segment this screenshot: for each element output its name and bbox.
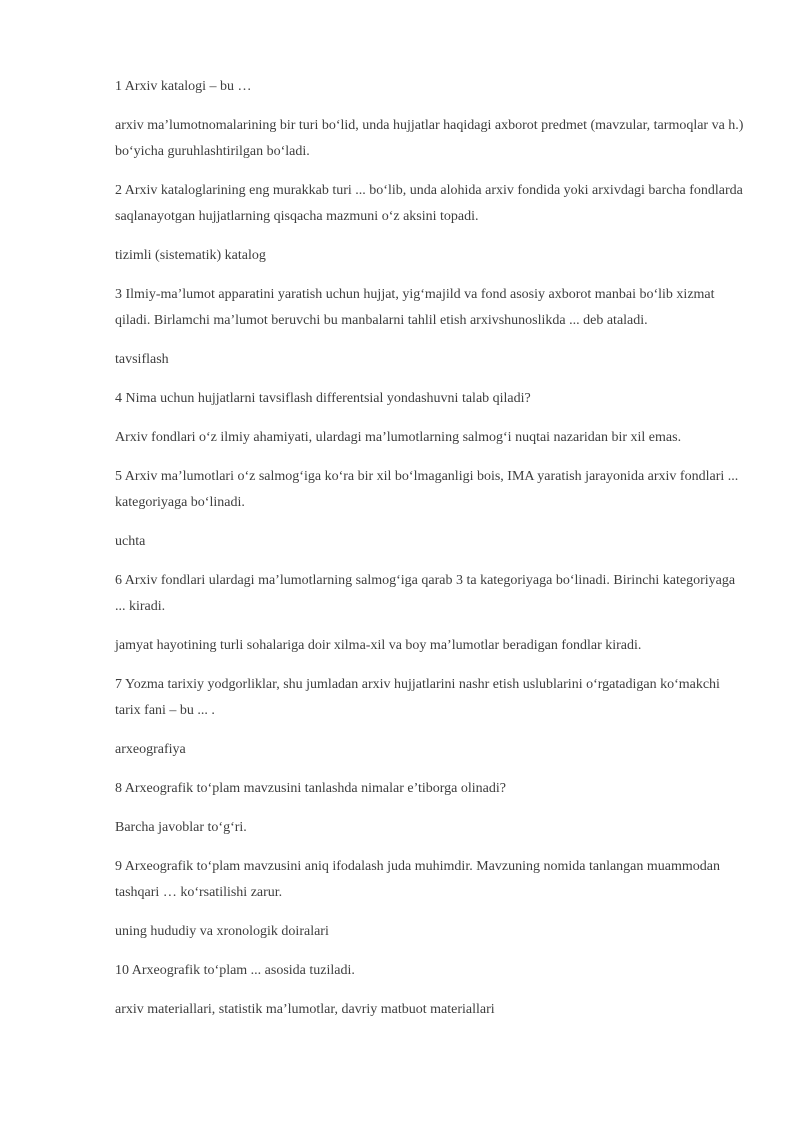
answer-text: uning hududiy va xronologik doiralari — [115, 924, 329, 939]
answer-text: arxiv ma’lumotnomalarining bir turi bo‘lid, unda hujjatlar haqidagi axborot predmet (mavzular, tarmoqlar va h.) bo‘yicha guruhlashtirilgan bo‘ladi. — [115, 118, 744, 159]
question-text: 9 Arxeografik to‘plam mavzusini aniq ifodalash juda muhimdir. Mavzuning nomida tanlangan muammodan tashqari … ko‘rsatilishi zarur. — [115, 859, 720, 900]
question-text: 1 Arxiv katalogi – bu … — [115, 79, 252, 94]
answer-text: arxiv materiallari, statistik ma’lumotlar, davriy matbuot materiallari — [115, 1002, 495, 1017]
answer-text: arxeografiya — [115, 742, 186, 757]
question-text: 10 Arxeografik to‘plam ... asosida tuziladi. — [115, 963, 355, 978]
question-text: 2 Arxiv kataloglarining eng murakkab turi ... bo‘lib, unda alohida arxiv fondida yoki arxivdagi barcha fondlarda saqlanayotgan hujjatlarning qisqacha mazmuni o‘z aksini topadi. — [115, 183, 743, 224]
question-text: 4 Nima uchun hujjatlarni tavsiflash differentsial yondashuvni talab qiladi? — [115, 391, 531, 406]
answer-text: jamyat hayotining turli sohalariga doir xilma-xil va boy ma’lumotlar beradigan fondlar kiradi. — [115, 638, 642, 653]
answer-text: Arxiv fondlari o‘z ilmiy ahamiyati, ulardagi ma’lumotlarning salmog‘i nuqtai nazaridan bir xil emas. — [115, 430, 682, 445]
question-text: 6 Arxiv fondlari ulardagi ma’lumotlarning salmog‘iga qarab 3 ta kategoriyaga bo‘linadi. Birinchi kategoriyaga ... kiradi. — [115, 573, 736, 614]
question-text: 3 Ilmiy-ma’lumot apparatini yaratish uchun hujjat, yig‘majild va fond asosiy axborot manbai bo‘lib xizmat qiladi. Birlamchi ma’lumot beruvchi bu manbalarni tahlil etish arxivshunoslikda ... deb ataladi. — [115, 287, 715, 328]
answer-text: tizimli (sistematik) katalog — [115, 248, 266, 263]
answer-text: uchta — [115, 534, 146, 549]
answer-text: Barcha javoblar to‘g‘ri. — [115, 820, 247, 835]
question-text: 7 Yozma tarixiy yodgorliklar, shu jumladan arxiv hujjatlarini nashr etish uslublarini o‘rgatadigan ko‘makchi tarix fani – bu ... . — [115, 677, 720, 718]
question-text: 5 Arxiv ma’lumotlari o‘z salmog‘iga ko‘ra bir xil bo‘lmaganligi bois, IMA yaratish jarayonida arxiv fondlari ... kategoriyaga bo‘linadi. — [115, 469, 739, 510]
document-page — [115, 74, 745, 1036]
answer-text: tavsiflash — [115, 352, 169, 367]
question-text: 8 Arxeografik to‘plam mavzusini tanlashda nimalar e’tiborga olinadi? — [115, 781, 506, 796]
